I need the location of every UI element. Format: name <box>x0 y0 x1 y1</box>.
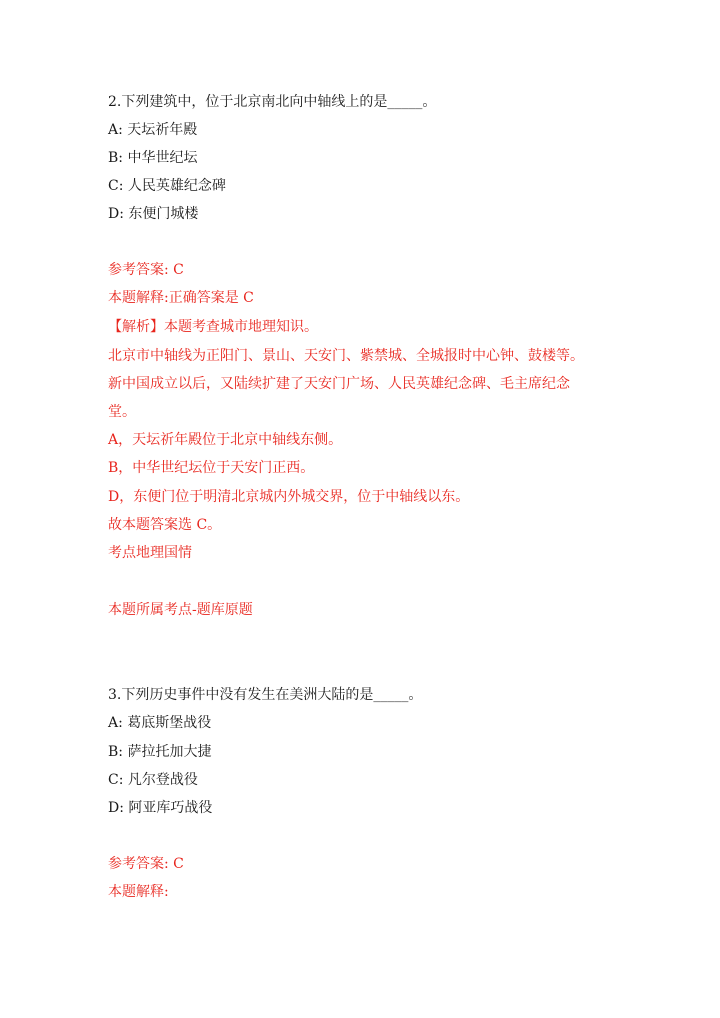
q2-analysis-line: 考点地理国情 <box>108 545 192 561</box>
q2-analysis-line: 北京市中轴线为正阳门、景山、天安门、紫禁城、全城报时中心钟、鼓楼等。 <box>108 348 584 364</box>
q2-analysis-line: 堂。 <box>108 404 136 420</box>
q2-option-b: B: 中华世纪坛 <box>108 150 198 166</box>
q3-answer: 参考答案: C <box>108 856 184 872</box>
q2-analysis-heading: 【解析】本题考查城市地理知识。 <box>108 319 318 335</box>
q2-answer: 参考答案: C <box>108 262 184 278</box>
q2-analysis-line: 新中国成立以后，又陆续扩建了天安门广场、人民英雄纪念碑、毛主席纪念 <box>108 376 570 392</box>
q3-explanation: 本题解释: <box>108 884 169 900</box>
q3-question: 3.下列历史事件中没有发生在美洲大陆的是_____。 <box>108 687 423 703</box>
q2-analysis-line: A，天坛祈年殿位于北京中轴线东侧。 <box>108 432 343 448</box>
q2-explanation: 本题解释:正确答案是 C <box>108 290 254 306</box>
q2-option-a: A: 天坛祈年殿 <box>108 122 198 138</box>
q3-option-c: C: 凡尔登战役 <box>108 772 198 788</box>
q3-option-d: D: 阿亚库巧战役 <box>108 800 213 816</box>
q2-option-c: C: 人民英雄纪念碑 <box>108 178 226 194</box>
q3-option-b: B: 萨拉托加大捷 <box>108 744 212 760</box>
q2-analysis-line: D，东便门位于明清北京城内外城交界，位于中轴线以东。 <box>108 489 470 505</box>
q3-option-a: A: 葛底斯堡战役 <box>108 715 212 731</box>
q2-analysis-line: B，中华世纪坛位于天安门正西。 <box>108 460 315 476</box>
q2-question: 2.下列建筑中，位于北京南北向中轴线上的是_____。 <box>108 94 437 110</box>
q2-analysis-line: 故本题答案选 C。 <box>108 517 222 533</box>
q2-source: 本题所属考点-题库原题 <box>108 602 253 618</box>
q2-option-d: D: 东便门城楼 <box>108 206 199 222</box>
